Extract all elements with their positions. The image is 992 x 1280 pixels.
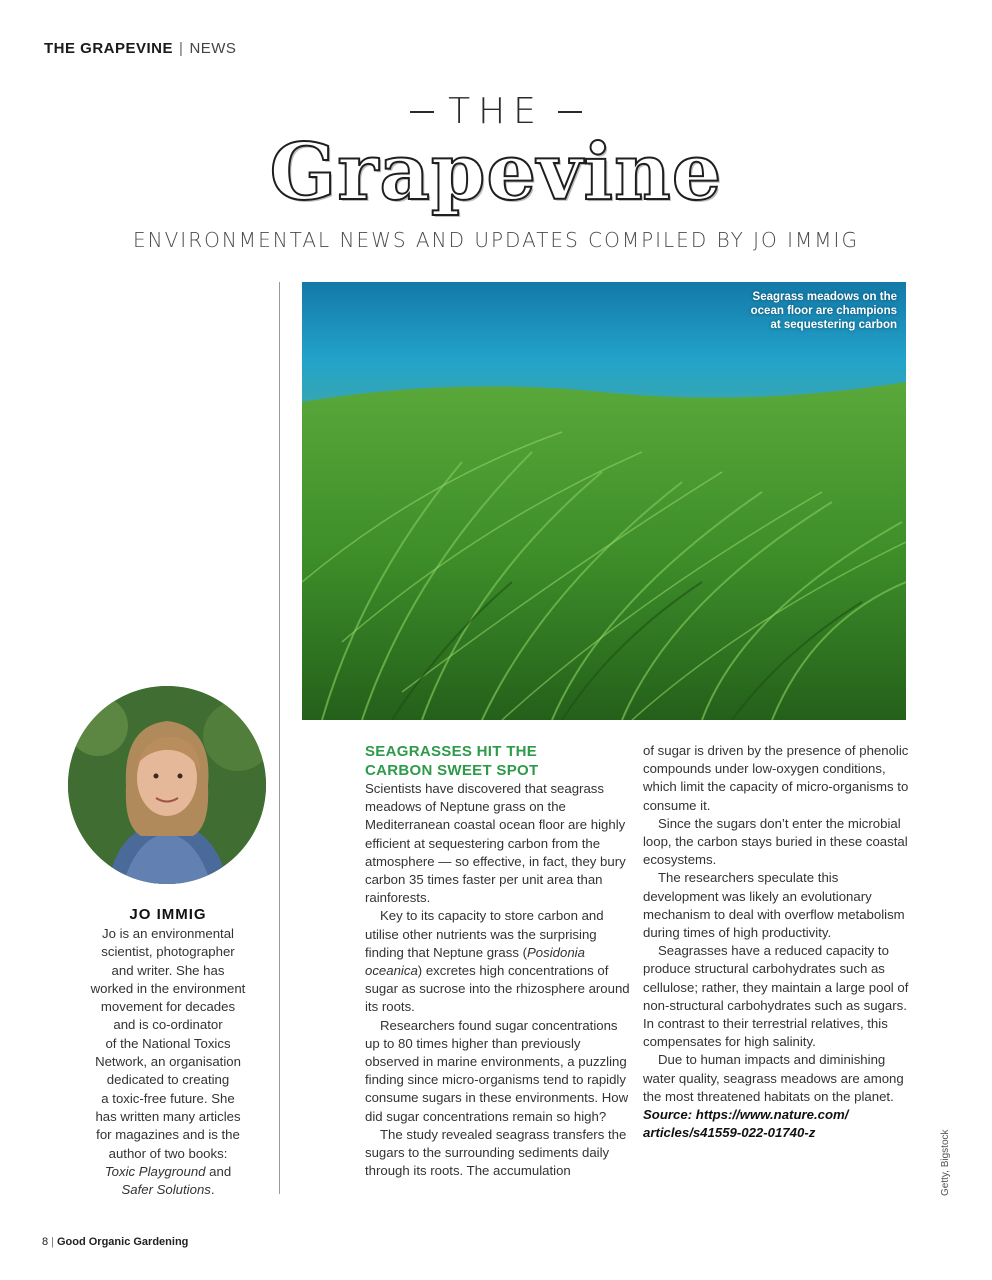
bio-line: movement for decades <box>100 999 236 1015</box>
magazine-name: Good Organic Gardening <box>56 1236 189 1248</box>
caption-line: ocean floor are champions <box>750 305 897 317</box>
bio-line: scientist, photographer <box>101 944 235 960</box>
seagrass-illustration <box>302 282 906 720</box>
article-headline <box>365 742 631 780</box>
bio-line: Jo is an environmental <box>102 926 234 941</box>
author-bio <box>70 906 266 1199</box>
bio-line: has written many articles <box>95 1108 241 1124</box>
bio-line: a toxic-free future. She <box>101 1090 235 1106</box>
the-word: THE <box>448 91 544 132</box>
author-portrait <box>68 686 266 884</box>
bio-books-line <box>70 1181 266 1199</box>
bio-line: and writer. She has <box>111 962 225 978</box>
photo-caption <box>697 290 897 332</box>
author-name: JO IMMIG <box>129 906 207 923</box>
article-paragraph: The study revealed seagrass transfers the sugars to the surrounding sediments daily through its roots. The accumulation <box>365 1126 627 1179</box>
species-name: Posidonia oceanica <box>365 944 585 979</box>
bio-text <box>70 925 266 1199</box>
headline-line: SEAGRASSES HIT THE <box>365 743 538 760</box>
paragraph-text: Key to its capacity to store carbon and utilise other nutrients was the surprising finding that Neptune grass ( <box>365 908 604 960</box>
caption-line: at sequestering carbon <box>770 319 897 331</box>
photo-credit: Getty, Bigstock <box>940 1129 951 1196</box>
masthead-subtitle: ENVIRONMENTAL NEWS AND UPDATES COMPILED BY JO IMMIG <box>133 228 859 252</box>
article-column-2 <box>643 742 909 1142</box>
source-line: Source: https://www.nature.com/ <box>643 1107 849 1123</box>
bio-line: worked in the environment <box>90 980 246 996</box>
page-footer <box>42 1236 188 1248</box>
bio-books-line <box>70 1163 266 1181</box>
paragraph-text: ) excretes high concentrations of sugar as sucrose into the rhizosphere around its roots. <box>365 963 630 1015</box>
article-paragraph: Researchers found sugar concentrations up to 80 times higher than previously observed in marine environments, a puzzling finding since micro-organisms tend to rapidly consume sugars in these environments. How did sugar concentrations remain so high? <box>365 1017 629 1124</box>
right-dash <box>558 111 582 113</box>
article-paragraph <box>365 907 631 1016</box>
bio-line: author of two books: <box>108 1145 228 1161</box>
book-title: Safer Solutions <box>121 1182 211 1198</box>
caption-line: Seagrass meadows on the <box>752 291 897 303</box>
masthead-title: Grapevine <box>269 127 723 218</box>
separator: | <box>179 40 184 57</box>
section-category: NEWS <box>189 40 237 57</box>
bio-period: . <box>210 1182 215 1198</box>
article-paragraph: Since the sugars don’t enter the microbial loop, the carbon stays buried in these coastal ecosystems. <box>643 815 908 868</box>
article-paragraph: of sugar is driven by the presence of phenolic compounds under low-oxygen conditions, which limit the capacity of micro-organisms to consume it. <box>643 743 909 813</box>
article-column-1 <box>365 742 631 1180</box>
left-dash <box>410 111 434 113</box>
footer-separator: | <box>51 1236 54 1248</box>
bio-line: for magazines and is the <box>96 1127 240 1143</box>
column-divider <box>279 282 280 1194</box>
masthead <box>0 92 992 252</box>
article-paragraph: Due to human impacts and diminishing water quality, seagrass meadows are among the most threatened habitats on the planet. <box>643 1052 904 1104</box>
headline-line: CARBON SWEET SPOT <box>365 762 539 779</box>
article-paragraph: Scientists have discovered that seagrass meadows of Neptune grass on the Mediterranean coastal ocean floor are highly efficient at sequestering carbon from the atmosphere — so effective, in fact, they bury carbon 35 times faster per unit area than rainforests. <box>365 781 626 906</box>
bio-line: Network, an organisation <box>95 1054 241 1070</box>
masthead-the <box>0 92 992 132</box>
article-paragraph: The researchers speculate this development was likely an evolutionary mechanism to deal with overflow metabolism during times of high productivity. <box>643 870 905 941</box>
bio-line: and is co-ordinator <box>113 1017 223 1033</box>
page-number: 8 <box>42 1236 49 1248</box>
seagrass-photo <box>302 282 906 720</box>
article-paragraph: Seagrasses have a reduced capacity to produce structural carbohydrates such as cellulose; rather, they maintain a large pool of non-structural carbohydrates such as sugars. In contrast to their terrestrial relatives, this compensates for high salinity. <box>643 943 909 1050</box>
source-citation <box>643 1106 909 1142</box>
section-name: THE GRAPEVINE <box>44 40 174 57</box>
source-line: articles/s41559-022-01740-z <box>643 1125 816 1141</box>
author-portrait-illustration <box>68 686 266 884</box>
bio-line: dedicated to creating <box>106 1072 230 1088</box>
book-title: Toxic Playground <box>104 1163 206 1179</box>
running-head <box>44 40 236 57</box>
bio-line: of the National Toxics <box>105 1035 231 1051</box>
bio-conjunction: and <box>205 1163 232 1179</box>
